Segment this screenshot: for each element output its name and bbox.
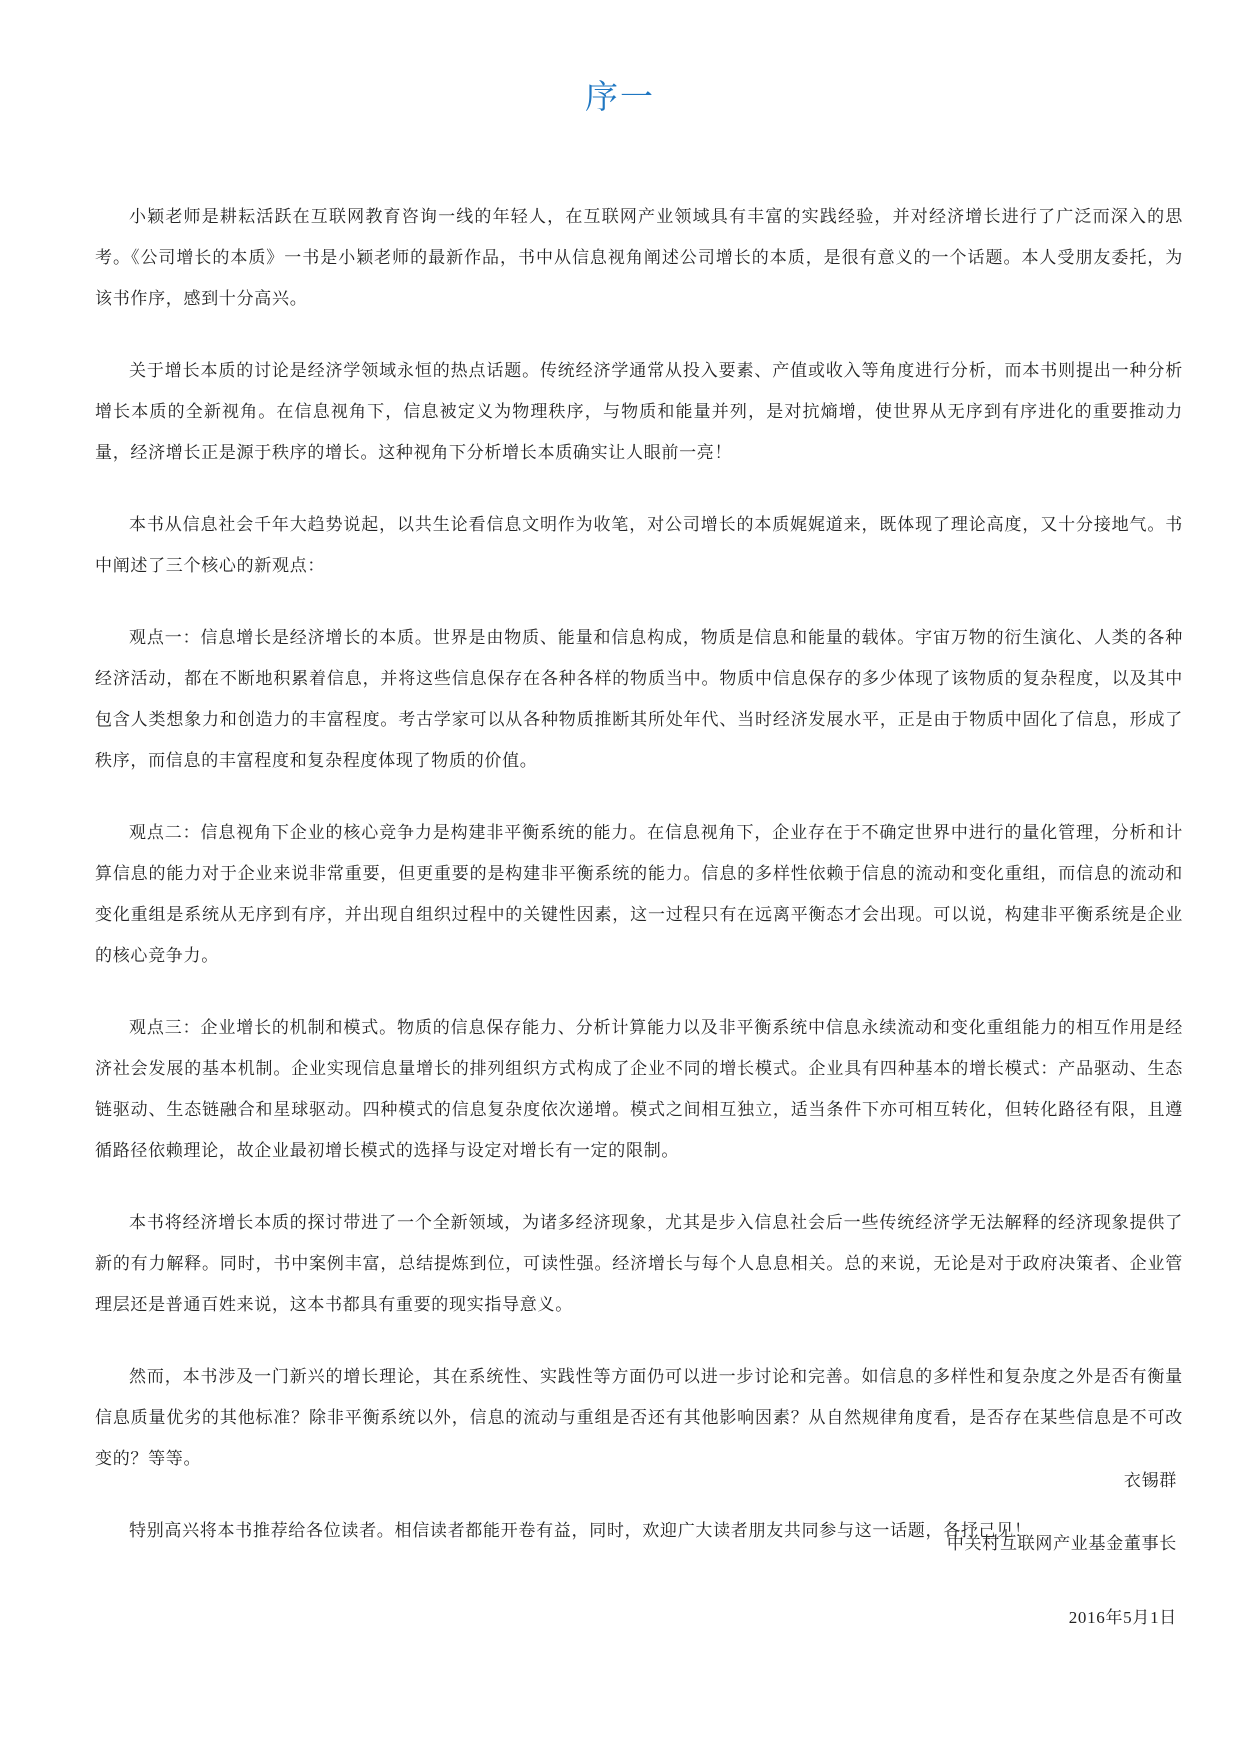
- signature-role: 中关村互联网产业基金董事长: [946, 1534, 1177, 1554]
- signature-name: 衣锡群: [1123, 1471, 1177, 1491]
- paragraph: 关于增长本质的讨论是经济学领域永恒的热点话题。传统经济学通常从投入要素、产值或收入等角度进行分析，而本书则提出一种分析增长本质的全新视角。在信息视角下，信息被定义为物理秩序，与物质和能量并列，是对抗熵增，使世界从无序到有序进化的重要推动力量，经济增长正是源于秩序的增长。这种视角下分析增长本质确实让人眼前一亮！: [95, 361, 1183, 463]
- paragraph: 小颖老师是耕耘活跃在互联网教育咨询一线的年轻人，在互联网产业领域具有丰富的实践经验，并对经济增长进行了广泛而深入的思考。《公司增长的本质》一书是小颖老师的最新作品，书中从信息视角阐述公司增长的本质，是很有意义的一个话题。本人受朋友委托，为该书作序，感到十分高兴。: [95, 207, 1183, 309]
- page-title: 序一: [585, 77, 655, 116]
- paragraph: 观点二：信息视角下企业的核心竞争力是构建非平衡系统的能力。在信息视角下，企业存在于不确定世界中进行的量化管理，分析和计算信息的能力对于企业来说非常重要，但更重要的是构建非平衡系统的能力。信息的多样性依赖于信息的流动和变化重组，而信息的流动和变化重组是系统从无序到有序，并出现自组织过程中的关键性因素，这一过程只有在远离平衡态才会出现。可以说，构建非平衡系统是企业的核心竞争力。: [95, 823, 1183, 966]
- signature-date: 2016年5月1日: [1068, 1608, 1177, 1627]
- paragraph: 然而，本书涉及一门新兴的增长理论，其在系统性、实践性等方面仍可以进一步讨论和完善。如信息的多样性和复杂度之外是否有衡量信息质量优劣的其他标准？除非平衡系统以外，信息的流动与重组是否还有其他影响因素？从自然规律角度看，是否存在某些信息是不可改变的？等等。: [95, 1367, 1183, 1469]
- paragraph: 特别高兴将本书推荐给各位读者。相信读者都能开卷有益，同时，欢迎广大读者朋友共同参与这一话题，各抒己见！: [129, 1521, 1032, 1541]
- paragraph: 本书从信息社会千年大趋势说起，以共生论看信息文明作为收笔，对公司增长的本质娓娓道来，既体现了理论高度，又十分接地气。书中阐述了三个核心的新观点：: [95, 515, 1183, 576]
- paragraph: 观点一：信息增长是经济增长的本质。世界是由物质、能量和信息构成，物质是信息和能量的载体。宇宙万物的衍生演化、人类的各种经济活动，都在不断地积累着信息，并将这些信息保存在各种各样的物质当中。物质中信息保存的多少体现了该物质的复杂程度，以及其中包含人类想象力和创造力的丰富程度。考古学家可以从各种物质推断其所处年代、当时经济发展水平，正是由于物质中固化了信息，形成了秩序，而信息的丰富程度和复杂程度体现了物质的价值。: [95, 628, 1183, 771]
- paragraph: 观点三：企业增长的机制和模式。物质的信息保存能力、分析计算能力以及非平衡系统中信息永续流动和变化重组能力的相互作用是经济社会发展的基本机制。企业实现信息量增长的排列组织方式构成了企业不同的增长模式。企业具有四种基本的增长模式：产品驱动、生态链驱动、生态链融合和星球驱动。四种模式的信息复杂度依次递增。模式之间相互独立，适当条件下亦可相互转化，但转化路径有限，且遵循路径依赖理论，故企业最初增长模式的选择与设定对增长有一定的限制。: [95, 1018, 1183, 1161]
- preface-body: [95, 197, 1183, 1583]
- paragraph: 本书将经济增长本质的探讨带进了一个全新领域，为诸多经济现象，尤其是步入信息社会后一些传统经济学无法解释的经济现象提供了新的有力解释。同时，书中案例丰富，总结提炼到位，可读性强。经济增长与每个人息息相关。总的来说，无论是对于政府决策者、企业管理层还是普通百姓来说，这本书都具有重要的现实指导意义。: [95, 1213, 1183, 1315]
